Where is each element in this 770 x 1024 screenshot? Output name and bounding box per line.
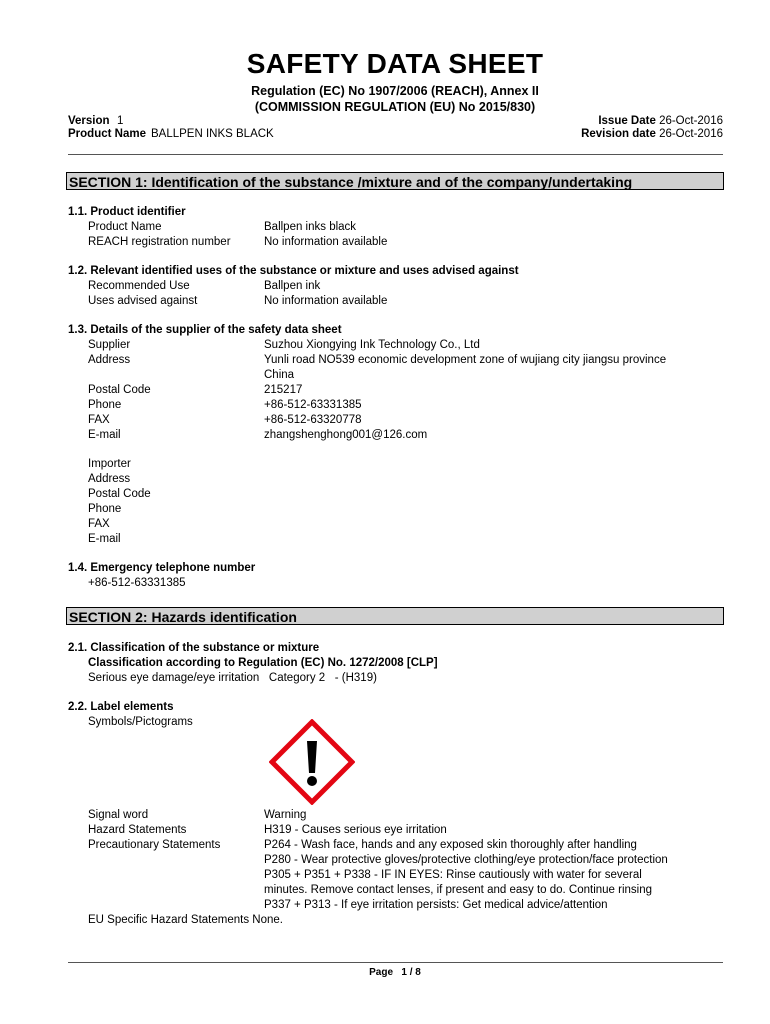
hazard-statements-value: H319 - Causes serious eye irritation (264, 824, 447, 836)
reach-value: No information available (264, 236, 388, 248)
precautionary-label: Precautionary Statements (88, 839, 221, 851)
revision-date-value: 26-Oct-2016 (659, 128, 723, 140)
product-name-value: BALLPEN INKS BLACK (151, 128, 274, 140)
s11-product-name-value: Ballpen inks black (264, 221, 357, 233)
issue-date-label: Issue Date (598, 115, 656, 127)
s22-title: 2.2. Label elements (68, 701, 174, 713)
issue-date-value: 26-Oct-2016 (659, 115, 723, 127)
importer-fax-label: FAX (88, 518, 110, 530)
version-label: Version (68, 115, 110, 127)
uses-advised-label: Uses advised against (88, 295, 198, 307)
ghs07-exclamation-icon (269, 719, 355, 805)
signal-word-value: Warning (264, 809, 307, 821)
s11-title: 1.1. Product identifier (68, 206, 186, 218)
header-divider (68, 154, 723, 155)
reach-label: REACH registration number (88, 236, 231, 248)
precautionary-line: P305 + P351 + P338 - IF IN EYES: Rinse cautiously with water for several (264, 869, 642, 881)
precautionary-line: minutes. Remove contact lenses, if present and easy to do. Continue rinsing (264, 884, 653, 896)
s14-title: 1.4. Emergency telephone number (68, 562, 256, 574)
uses-advised-value: No information available (264, 295, 388, 307)
email-value: zhangshenghong001@126.com (264, 429, 428, 441)
precautionary-line: P337 + P313 - If eye irritation persists: Get medical advice/attention (264, 899, 608, 911)
page-number: Page 1 / 8 (369, 967, 421, 978)
s11-product-name-label: Product Name (88, 221, 162, 233)
signal-word-label: Signal word (88, 809, 149, 821)
importer-postal-label: Postal Code (88, 488, 151, 500)
importer-label: Importer (88, 458, 131, 470)
s21-title: 2.1. Classification of the substance or mixture (68, 642, 320, 654)
version-value: 1 (117, 115, 124, 127)
symbols-label: Symbols/Pictograms (88, 716, 193, 728)
supplier-value: Suzhou Xiongying Ink Technology Co., Ltd (264, 339, 480, 351)
regulation-line-2: (COMMISSION REGULATION (EU) No 2015/830) (254, 100, 536, 114)
fax-label: FAX (88, 414, 110, 426)
classification-title: Classification according to Regulation (EC) No. 1272/2008 [CLP] (88, 657, 438, 669)
revision-date (581, 128, 723, 140)
importer-phone-label: Phone (88, 503, 122, 515)
recommended-use-label: Recommended Use (88, 280, 190, 292)
issue-date (598, 115, 723, 127)
document-title: SAFETY DATA SHEET (246, 48, 544, 79)
phone-value: +86-512-63331385 (264, 399, 362, 411)
importer-email-label: E-mail (88, 533, 121, 545)
section-1-heading-text: SECTION 1: Identification of the substance /mixture and of the company/undertaking (69, 174, 633, 190)
product-name-label: Product Name (68, 128, 146, 140)
supplier-label: Supplier (88, 339, 131, 351)
regulation-line-1: Regulation (EC) No 1907/2006 (REACH), Annex II (251, 84, 539, 98)
revision-date-label: Revision date (581, 128, 656, 140)
postal-code-label: Postal Code (88, 384, 151, 396)
footer-divider (68, 962, 723, 963)
importer-address-label: Address (88, 473, 131, 485)
precautionary-line: P264 - Wash face, hands and any exposed skin thoroughly after handling (264, 839, 637, 851)
email-label: E-mail (88, 429, 121, 441)
address-line-1: Yunli road NO539 economic development zone of wujiang city jiangsu province (264, 354, 667, 366)
s13-title: 1.3. Details of the supplier of the safety data sheet (68, 324, 342, 336)
hazard-statements-label: Hazard Statements (88, 824, 187, 836)
s12-title: 1.2. Relevant identified uses of the substance or mixture and uses advised against (68, 265, 519, 277)
section-1-heading (66, 172, 724, 190)
precautionary-line: P280 - Wear protective gloves/protective clothing/eye protection/face protection (264, 854, 668, 866)
postal-code-value: 215217 (264, 384, 303, 396)
emergency-phone-value: +86-512-63331385 (88, 577, 186, 589)
address-line-2: China (264, 369, 295, 381)
address-label: Address (88, 354, 131, 366)
fax-value: +86-512-63320778 (264, 414, 362, 426)
eu-specific-hazard-statements: EU Specific Hazard Statements None. (88, 914, 283, 926)
classification-text: Serious eye damage/eye irritation Category 2 - (H319) (88, 672, 377, 684)
phone-label: Phone (88, 399, 122, 411)
section-2-heading (66, 607, 724, 625)
recommended-use-value: Ballpen ink (264, 280, 321, 292)
section-2-heading-text: SECTION 2: Hazards identification (69, 609, 297, 625)
